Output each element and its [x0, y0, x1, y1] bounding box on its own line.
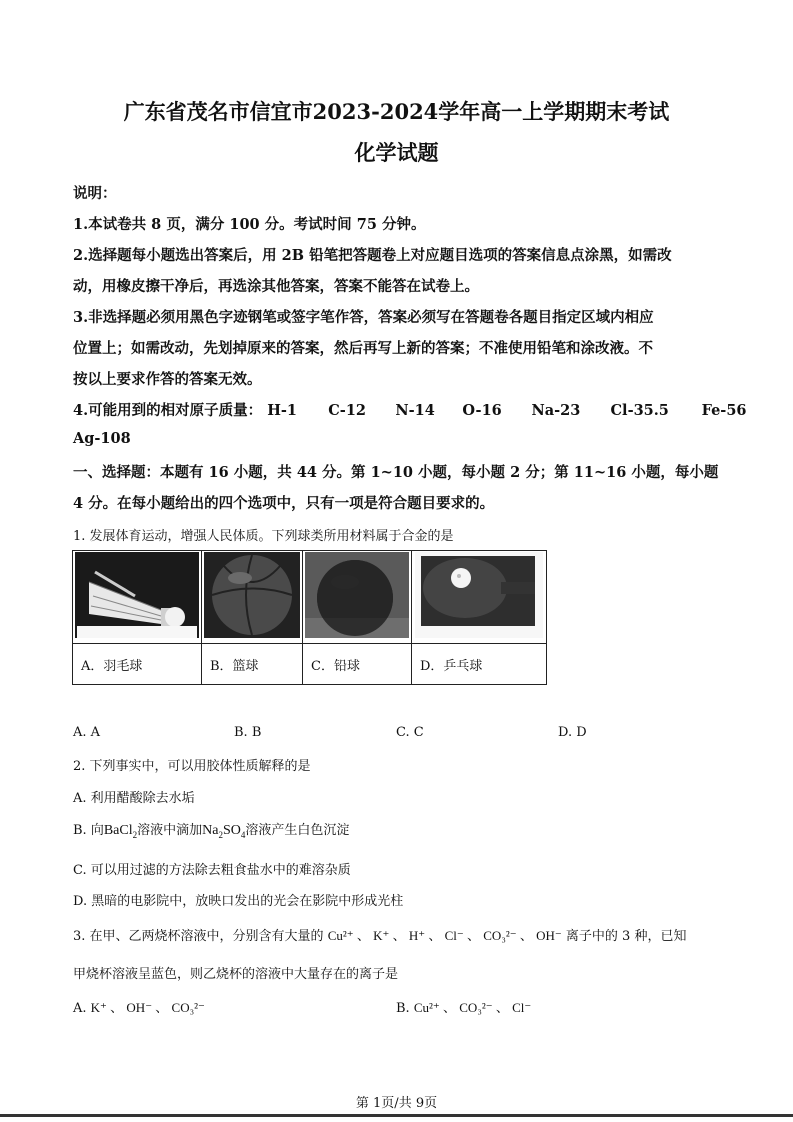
- q3-stem-a-text: 3. 在甲、乙两烧杯溶液中，分别含有大量的: [73, 929, 324, 944]
- bottom-rule: [0, 1114, 793, 1117]
- q2-option-b-mid: 溶液中滴加: [137, 823, 203, 838]
- section1-heading-b: 4 分。在每小题给出的四个选项中，只有一项是符合题目要求的。: [73, 495, 495, 512]
- bacl2-formula: [104, 823, 137, 838]
- q3-option-a-ions: K⁺ 、 OH⁻ 、 CO₃²⁻: [90, 1000, 205, 1015]
- q2-option-b-suffix: 溶液产生白色沉淀: [245, 823, 350, 838]
- atomic-mass-fe: Fe-56: [701, 402, 747, 419]
- q2-option-a: A. 利用醋酸除去水垢: [73, 791, 195, 806]
- atomic-mass-na: Na-23: [531, 402, 581, 419]
- atomic-mass-n: N-14: [395, 402, 435, 419]
- page-number: 第 1页/共 9页: [355, 1096, 438, 1111]
- q2-stem: 2. 下列事实中，可以用胶体性质解释的是: [73, 759, 311, 774]
- q1-label-c: C．铅球: [303, 644, 412, 685]
- instruction-4: [73, 399, 747, 420]
- instruction-3a: 3.非选择题必须用黑色字迹钢笔或签字笔作答，答案必须写在答题卷各题目指定区域内相应: [73, 309, 654, 326]
- section1-heading-a: 一、选择题：本题有 16 小题，共 44 分。第 1~10 小题，每小题 2 分；第 11~16 小题，每小题: [73, 464, 719, 481]
- q1-option-c: C. C: [396, 725, 424, 740]
- pingpong-image-cell: [412, 551, 547, 644]
- q1-stem: 1. 发展体育运动，增强人民体质。下列球类所用材料属于合金的是: [73, 529, 454, 544]
- atomic-mass-o: O-16: [462, 402, 502, 419]
- bacl2-sub: 2: [132, 829, 138, 840]
- atomic-mass-cl: Cl-35.5: [610, 402, 669, 419]
- bacl2-main: BaCl: [103, 823, 133, 838]
- q3-stem-a: [73, 925, 686, 944]
- q3-option-b-label: B.: [396, 1001, 410, 1016]
- na2so4-sub2: 4: [240, 829, 246, 840]
- q1-label-d: D．乒乓球: [412, 644, 547, 685]
- q1-option-d: D. D: [558, 725, 587, 740]
- shuttlecock-image: [75, 552, 199, 638]
- shotput-image-cell: [303, 551, 412, 644]
- q2-option-d: D. 黑暗的电影院中，放映口发出的光会在影院中形成光柱: [73, 894, 404, 909]
- q3-stem-a-end: 离子中的 3 种，已知: [565, 929, 687, 944]
- q2-option-b-prefix: B. 向: [73, 823, 104, 838]
- exam-subtitle: 化学试题: [354, 140, 439, 165]
- basketball-image: [204, 552, 300, 638]
- q3-stem-b: 甲烧杯溶液呈蓝色，则乙烧杯的溶液中大量存在的离子是: [73, 967, 399, 982]
- instruction-2b: 动，用橡皮擦干净后，再选涂其他答案，答案不能答在试卷上。: [73, 278, 479, 295]
- q3-option-a-label: A.: [73, 1001, 87, 1016]
- atomic-mass-c: C-12: [328, 402, 367, 419]
- atomic-mass-ag: Ag-108: [73, 430, 131, 447]
- q1-option-b: B. B: [234, 725, 262, 740]
- shot-put-image: [305, 552, 409, 638]
- instructions-heading: 说明：: [73, 185, 117, 202]
- q1-option-a: A. A: [73, 725, 101, 740]
- instruction-1: 1.本试卷共 8 页，满分 100 分。考试时间 75 分钟。: [73, 216, 426, 233]
- q3-option-a: [73, 997, 205, 1016]
- q1-label-b: B．篮球: [202, 644, 303, 685]
- q2-option-c: C. 可以用过滤的方法除去粗食盐水中的难溶杂质: [73, 863, 351, 878]
- na2so4-sub1: 2: [218, 829, 223, 840]
- instruction-3b: 位置上；如需改动，先划掉原来的答案，然后再写上新的答案；不准使用铅笔和涂改液。不: [73, 340, 653, 357]
- basketball-image-cell: [202, 551, 303, 644]
- q3-ion-list: Cu²⁺ 、 K⁺ 、 H⁺ 、 Cl⁻ 、 CO₃²⁻ 、 OH⁻: [327, 928, 562, 943]
- instruction-3c: 按以上要求作答的答案无效。: [73, 371, 262, 388]
- exam-title: 广东省茂名市信宜市2023-2024学年高一上学期期末考试: [123, 99, 670, 124]
- atomic-mass-h: H-1: [267, 402, 298, 419]
- q2-option-b: [73, 819, 349, 840]
- q3-option-b-ions: Cu²⁺ 、 CO₃²⁻ 、 Cl⁻: [413, 1000, 532, 1015]
- na2so4-formula: [202, 823, 245, 838]
- q1-label-a: A．羽毛球: [73, 644, 202, 685]
- na2so4-na: Na: [202, 823, 219, 838]
- q1-image-table: [72, 550, 547, 685]
- atomic-mass-label: 4.可能用到的相对原子质量：: [73, 402, 263, 419]
- ping-pong-image: [415, 552, 543, 638]
- q3-option-b: [396, 997, 531, 1016]
- na2so4-so: SO: [222, 823, 241, 838]
- instruction-2a: 2.选择题每小题选出答案后，用 2B 铅笔把答题卷上对应题目选项的答案信息点涂黑，如需改: [73, 247, 672, 264]
- badminton-image-cell: [73, 551, 202, 644]
